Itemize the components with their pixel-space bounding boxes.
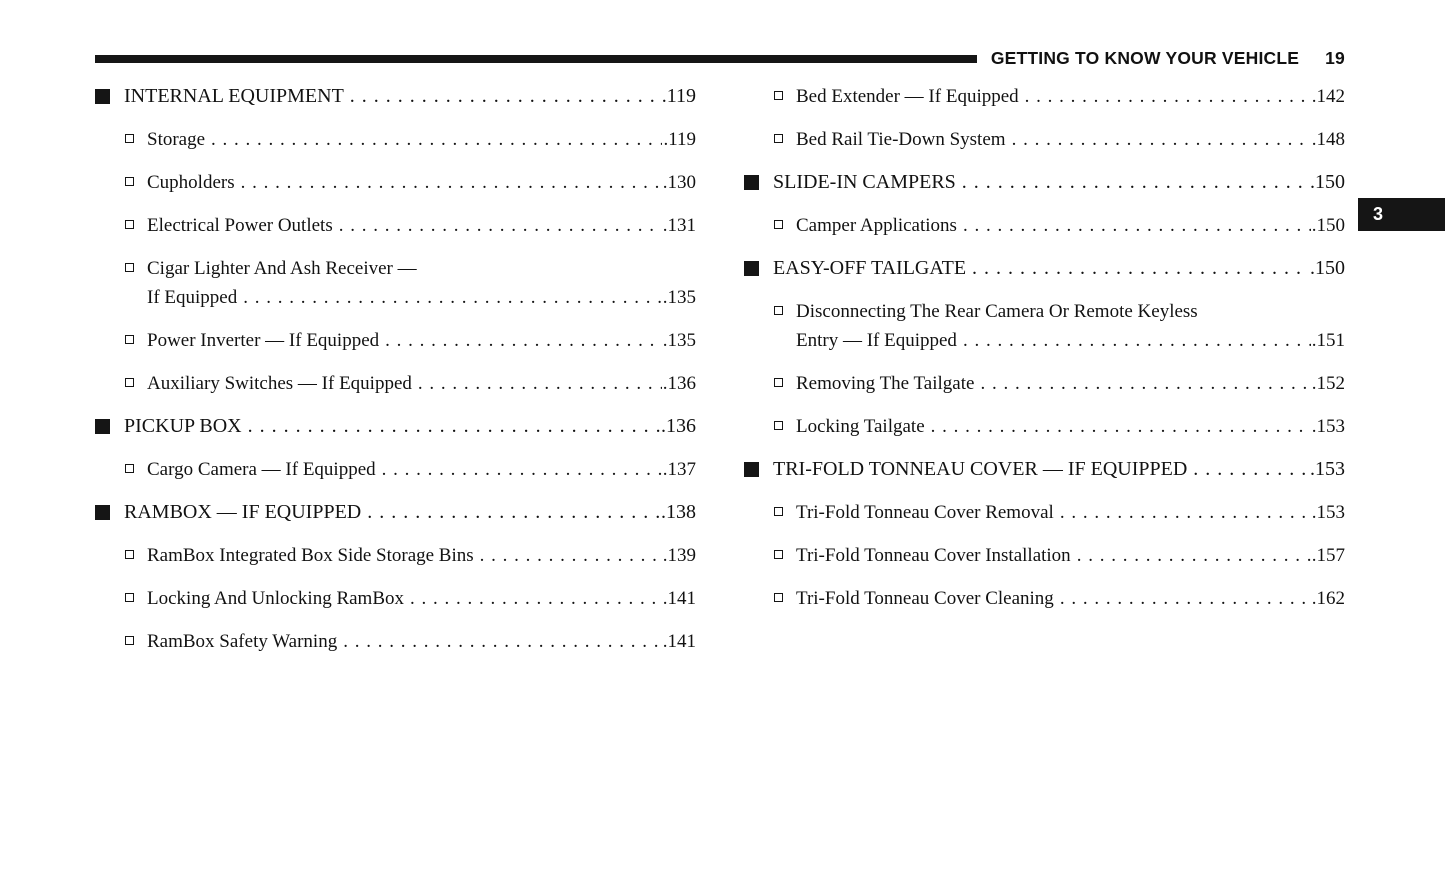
toc-entry bbox=[744, 297, 1345, 355]
page-number: 19 bbox=[1325, 48, 1345, 68]
dot-leader bbox=[1193, 455, 1309, 484]
hollow-square-bullet bbox=[774, 134, 783, 143]
toc-entry-body bbox=[124, 82, 696, 111]
header-rule-bar bbox=[95, 55, 977, 63]
toc-entry-body bbox=[147, 369, 696, 398]
toc-entry-text: RAMBOX — IF EQUIPPED bbox=[124, 501, 362, 523]
toc-entry-text: Tri-Fold Tonneau Cover Installation bbox=[796, 545, 1071, 566]
dot-leader bbox=[241, 168, 662, 197]
hollow-square-bullet bbox=[125, 177, 134, 186]
hollow-square-bullet bbox=[774, 421, 783, 430]
dot-leader bbox=[410, 584, 662, 613]
dot-leader bbox=[963, 326, 1311, 355]
dot-leader bbox=[1060, 584, 1311, 613]
toc-entry-body bbox=[773, 168, 1345, 197]
toc-entry-line bbox=[796, 125, 1345, 154]
toc-entry-body bbox=[147, 125, 696, 154]
hollow-square-bullet bbox=[125, 378, 134, 387]
toc-page-number: .141 bbox=[662, 631, 696, 652]
dot-leader bbox=[931, 412, 1311, 441]
dot-leader bbox=[980, 369, 1310, 398]
toc-entry bbox=[744, 369, 1345, 398]
running-header bbox=[95, 48, 1345, 69]
toc-entry-line bbox=[147, 168, 696, 197]
toc-entry bbox=[744, 455, 1345, 484]
dot-leader bbox=[367, 498, 660, 527]
dot-leader bbox=[385, 326, 662, 355]
toc-page-number: .141 bbox=[662, 588, 696, 609]
toc-page-number: .150 bbox=[1311, 215, 1345, 236]
toc-entry-body bbox=[124, 412, 696, 441]
hollow-square-bullet bbox=[774, 306, 783, 315]
hollow-square-bullet bbox=[125, 335, 134, 344]
dot-leader bbox=[962, 168, 1309, 197]
toc-entry bbox=[95, 455, 696, 484]
hollow-square-bullet bbox=[774, 550, 783, 559]
toc-entry-body bbox=[147, 584, 696, 613]
filled-square-bullet bbox=[744, 261, 759, 276]
toc-entry-line bbox=[147, 627, 696, 656]
toc-entry bbox=[95, 211, 696, 240]
toc-page-number: .150 bbox=[1310, 257, 1345, 279]
toc-entry-line bbox=[796, 211, 1345, 240]
toc-entry bbox=[744, 125, 1345, 154]
hollow-square-bullet bbox=[125, 550, 134, 559]
toc-entry-text: If Equipped bbox=[147, 287, 238, 308]
filled-square-bullet bbox=[744, 462, 759, 477]
toc-page-number: .151 bbox=[1311, 330, 1345, 351]
toc-entry-line bbox=[796, 297, 1345, 326]
toc-page-number: .130 bbox=[662, 172, 696, 193]
toc-entry-line bbox=[124, 412, 696, 441]
toc-entry-line bbox=[147, 326, 696, 355]
hollow-square-bullet bbox=[125, 263, 134, 272]
toc-page-number: .142 bbox=[1311, 86, 1345, 107]
chapter-tab-label: 3 bbox=[1373, 204, 1384, 224]
toc-entry-body bbox=[796, 412, 1345, 441]
toc-entry-body bbox=[773, 254, 1345, 283]
toc-entry bbox=[95, 168, 696, 197]
toc-entry-line bbox=[796, 498, 1345, 527]
toc-entry-text: Cigar Lighter And Ash Receiver — bbox=[147, 258, 417, 279]
chapter-thumb-tab bbox=[1358, 198, 1445, 231]
hollow-square-bullet bbox=[125, 134, 134, 143]
toc-entry-line bbox=[147, 211, 696, 240]
toc-entry bbox=[744, 254, 1345, 283]
toc-entry-line bbox=[796, 326, 1345, 355]
dot-leader bbox=[480, 541, 662, 570]
toc-page-number: .157 bbox=[1311, 545, 1345, 566]
toc-entry-text: Auxiliary Switches — If Equipped bbox=[147, 373, 412, 394]
toc-entry-line bbox=[124, 498, 696, 527]
dot-leader bbox=[243, 283, 662, 312]
filled-square-bullet bbox=[95, 419, 110, 434]
dot-leader bbox=[211, 125, 662, 154]
toc-page-number: .137 bbox=[662, 459, 696, 480]
hollow-square-bullet bbox=[125, 636, 134, 645]
toc-entry-body bbox=[796, 125, 1345, 154]
toc-entry-line bbox=[796, 369, 1345, 398]
toc-entry bbox=[95, 541, 696, 570]
hollow-square-bullet bbox=[774, 220, 783, 229]
dot-leader bbox=[1025, 82, 1311, 111]
toc-entry bbox=[95, 498, 696, 527]
toc-entry-text: Electrical Power Outlets bbox=[147, 215, 333, 236]
hollow-square-bullet bbox=[125, 593, 134, 602]
toc-entry-text: Disconnecting The Rear Camera Or Remote Keyless bbox=[796, 301, 1198, 322]
toc-entry-line bbox=[147, 254, 696, 283]
dot-leader bbox=[963, 211, 1311, 240]
toc-entry-line bbox=[773, 455, 1345, 484]
toc-entry-text: Cupholders bbox=[147, 172, 235, 193]
toc-entry-body bbox=[124, 498, 696, 527]
toc-entry-line bbox=[147, 584, 696, 613]
toc-entry bbox=[744, 211, 1345, 240]
toc-entry-body bbox=[796, 498, 1345, 527]
dot-leader bbox=[1077, 541, 1311, 570]
toc-entry-line bbox=[796, 82, 1345, 111]
hollow-square-bullet bbox=[125, 220, 134, 229]
toc-page-number: .162 bbox=[1311, 588, 1345, 609]
dot-leader bbox=[339, 211, 662, 240]
toc-page-number: .153 bbox=[1311, 416, 1345, 437]
toc-entry bbox=[95, 412, 696, 441]
toc-entry-text: RamBox Integrated Box Side Storage Bins bbox=[147, 545, 474, 566]
toc-page-number: .135 bbox=[662, 287, 696, 308]
filled-square-bullet bbox=[95, 505, 110, 520]
toc-entry-body bbox=[147, 254, 696, 312]
filled-square-bullet bbox=[95, 89, 110, 104]
toc-page-number: .131 bbox=[662, 215, 696, 236]
toc-entry-text: INTERNAL EQUIPMENT bbox=[124, 85, 344, 107]
running-header-title: GETTING TO KNOW YOUR VEHICLE bbox=[990, 48, 1300, 68]
toc-entry-body bbox=[796, 82, 1345, 111]
toc-entry bbox=[744, 498, 1345, 527]
toc-entry bbox=[744, 82, 1345, 111]
dot-leader bbox=[1060, 498, 1311, 527]
toc-page-number: .152 bbox=[1311, 373, 1345, 394]
toc-entry-text: Cargo Camera — If Equipped bbox=[147, 459, 376, 480]
toc-entry-text: Power Inverter — If Equipped bbox=[147, 330, 380, 351]
toc-page-number: .138 bbox=[661, 501, 696, 523]
toc-page-number: .148 bbox=[1311, 129, 1345, 150]
hollow-square-bullet bbox=[774, 507, 783, 516]
toc-entry-text: Storage bbox=[147, 129, 206, 150]
toc-entry bbox=[744, 584, 1345, 613]
toc-entry-line bbox=[147, 541, 696, 570]
toc-page-number: .139 bbox=[662, 545, 696, 566]
toc-entry bbox=[95, 125, 696, 154]
toc-page-number: .135 bbox=[662, 330, 696, 351]
toc-entry-body bbox=[773, 455, 1345, 484]
toc-entry-body bbox=[796, 211, 1345, 240]
toc-entry-text: Entry — If Equipped bbox=[796, 330, 957, 351]
dot-leader bbox=[1012, 125, 1311, 154]
toc-entry-text: EASY-OFF TAILGATE bbox=[773, 257, 967, 279]
toc-entry-body bbox=[147, 541, 696, 570]
toc-entry-line bbox=[147, 283, 696, 312]
toc-page-number: .153 bbox=[1311, 502, 1345, 523]
filled-square-bullet bbox=[744, 175, 759, 190]
toc-entry-body bbox=[796, 541, 1345, 570]
toc-entry-text: Locking Tailgate bbox=[796, 416, 925, 437]
toc-entry-text: Camper Applications bbox=[796, 215, 957, 236]
hollow-square-bullet bbox=[125, 464, 134, 473]
toc-page-number: .119 bbox=[663, 129, 696, 150]
toc-right-column bbox=[744, 82, 1345, 670]
toc-entry-text: Removing The Tailgate bbox=[796, 373, 975, 394]
toc-entry-line bbox=[147, 369, 696, 398]
toc-entry-body bbox=[796, 369, 1345, 398]
toc-entry-body bbox=[796, 584, 1345, 613]
toc-page-number: .136 bbox=[662, 373, 696, 394]
dot-leader bbox=[343, 627, 662, 656]
toc-entry-line bbox=[773, 254, 1345, 283]
hollow-square-bullet bbox=[774, 378, 783, 387]
toc-entry-body bbox=[147, 211, 696, 240]
toc-entry-text: TRI-FOLD TONNEAU COVER — IF EQUIPPED bbox=[773, 458, 1188, 480]
toc-page-number: .119 bbox=[661, 85, 696, 107]
toc-entry-text: Locking And Unlocking RamBox bbox=[147, 588, 405, 609]
toc-entry-text: Bed Rail Tie-Down System bbox=[796, 129, 1006, 150]
toc-entry-body bbox=[796, 297, 1345, 355]
toc-entry-line bbox=[124, 82, 696, 111]
toc-entry-line bbox=[796, 412, 1345, 441]
toc-entry-text: RamBox Safety Warning bbox=[147, 631, 338, 652]
toc-entry-body bbox=[147, 627, 696, 656]
toc-entry bbox=[95, 326, 696, 355]
toc-entry-line bbox=[796, 541, 1345, 570]
toc-entry bbox=[744, 412, 1345, 441]
toc-entry-body bbox=[147, 168, 696, 197]
toc-entry-body bbox=[147, 326, 696, 355]
toc-page-number: .153 bbox=[1310, 458, 1345, 480]
toc-entry-line bbox=[147, 455, 696, 484]
toc-entry-text: Tri-Fold Tonneau Cover Cleaning bbox=[796, 588, 1054, 609]
toc-entry bbox=[744, 168, 1345, 197]
hollow-square-bullet bbox=[774, 593, 783, 602]
toc-entry bbox=[95, 369, 696, 398]
dot-leader bbox=[418, 369, 662, 398]
toc-entry-text: Tri-Fold Tonneau Cover Removal bbox=[796, 502, 1054, 523]
hollow-square-bullet bbox=[774, 91, 783, 100]
table-of-contents bbox=[95, 82, 1345, 670]
dot-leader bbox=[350, 82, 661, 111]
toc-entry-line bbox=[796, 584, 1345, 613]
toc-entry-line bbox=[147, 125, 696, 154]
toc-entry-text: Bed Extender — If Equipped bbox=[796, 86, 1019, 107]
toc-entry-body bbox=[147, 455, 696, 484]
toc-entry bbox=[95, 82, 696, 111]
toc-page-number: .150 bbox=[1310, 171, 1345, 193]
toc-entry bbox=[95, 584, 696, 613]
dot-leader bbox=[972, 254, 1309, 283]
toc-entry bbox=[95, 627, 696, 656]
toc-entry bbox=[95, 254, 696, 312]
toc-entry bbox=[744, 541, 1345, 570]
dot-leader bbox=[382, 455, 662, 484]
toc-entry-text: PICKUP BOX bbox=[124, 415, 242, 437]
toc-entry-line bbox=[773, 168, 1345, 197]
toc-entry-text: SLIDE-IN CAMPERS bbox=[773, 171, 956, 193]
toc-left-column bbox=[95, 82, 696, 670]
dot-leader bbox=[248, 412, 660, 441]
toc-page-number: .136 bbox=[661, 415, 696, 437]
